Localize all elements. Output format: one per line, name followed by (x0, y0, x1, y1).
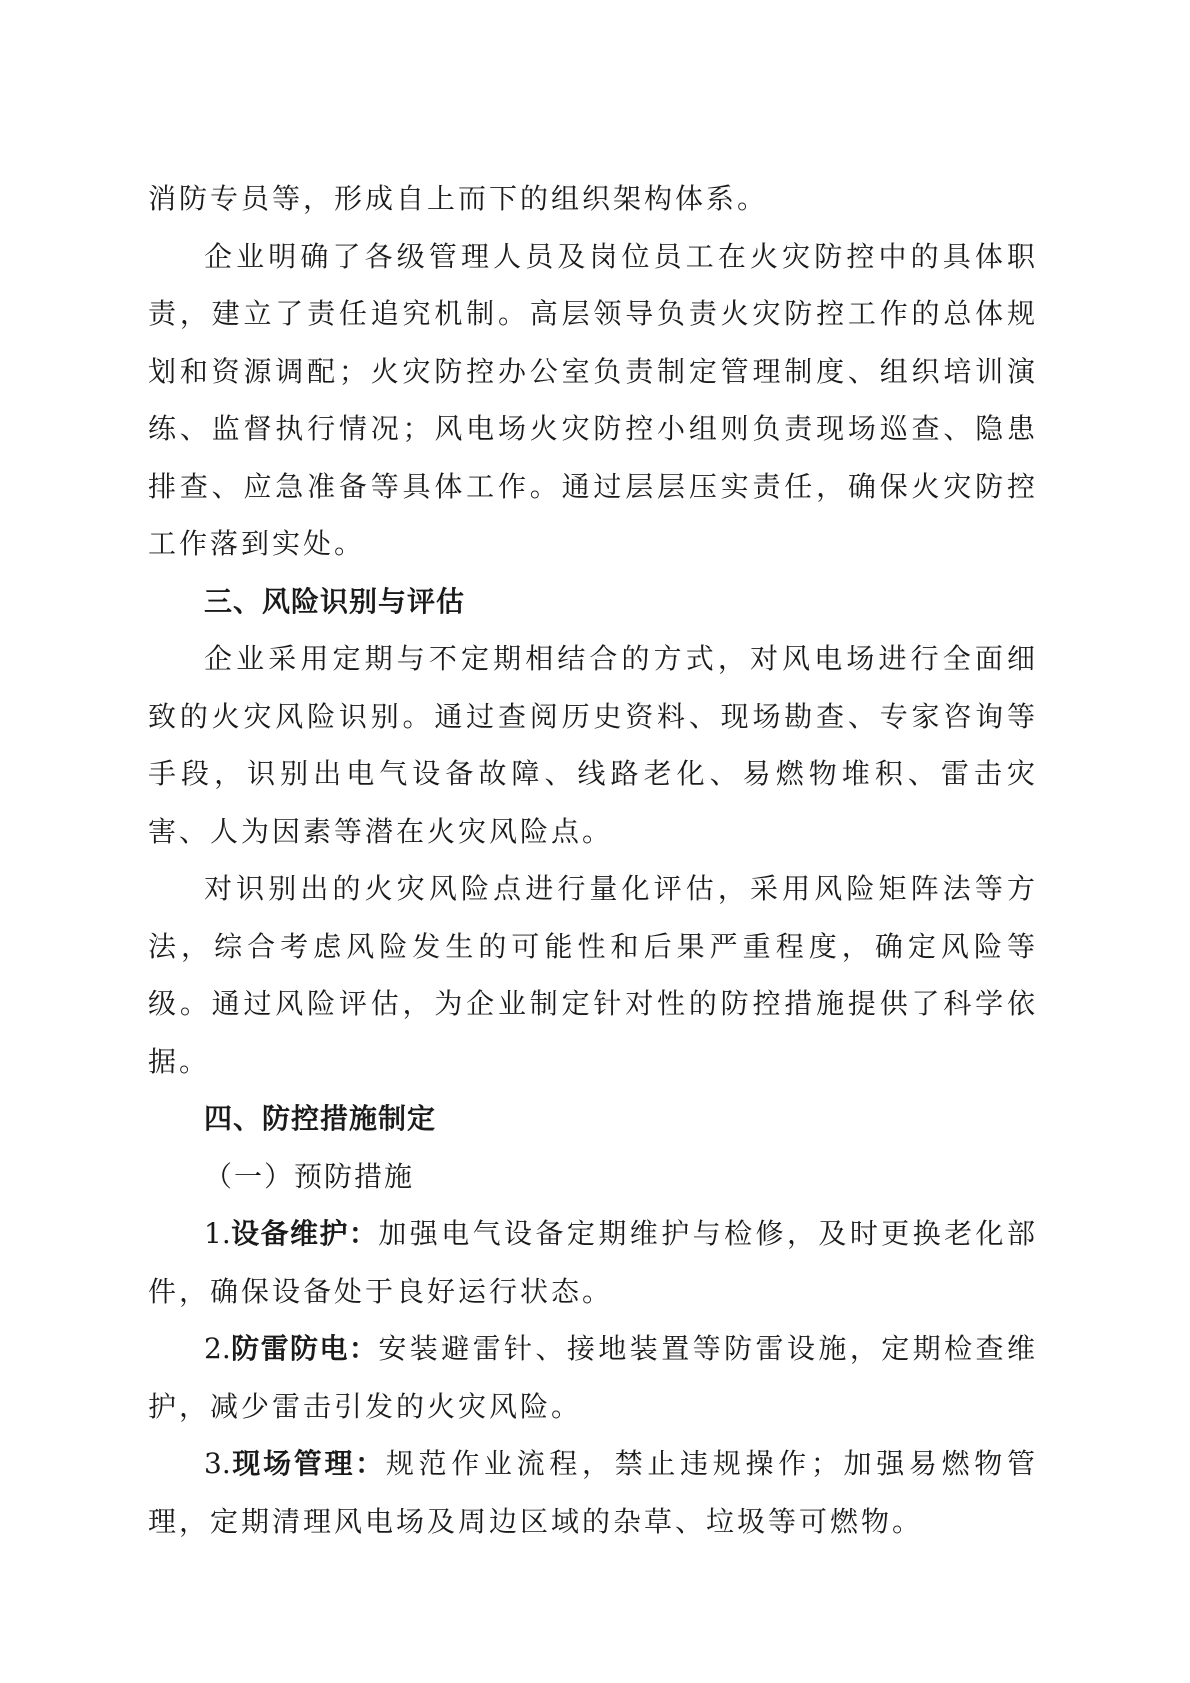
list-item-title: 设备维护： (230, 1217, 379, 1250)
paragraph-responsibilities: 企业明确了各级管理人员及岗位员工在火灾防控中的具体职责，建立了责任追究机制。高层领导负责火灾防控工作的总体规划和资源调配；火灾防控办公室负责制定管理制度、组织培训演练、监督执行情况；风电场火灾防控小组则负责现场巡查、隐患排查、应急准备等具体工作。通过层层压实责任，确保火灾防控工作落到实处。 (148, 239, 1038, 560)
list-item-number: 1. (204, 1217, 231, 1250)
document-body (148, 170, 1038, 1550)
paragraph-risk-identification: 企业采用定期与不定期相结合的方式，对风电场进行全面细致的火灾风险识别。通过查阅历史资料、现场勘查、专家咨询等手段，识别出电气设备故障、线路老化、易燃物堆积、雷击灾害、人为因素等潜在火灾风险点。 (148, 642, 1038, 848)
list-item-body: 加强电气设备定期维护与检修，及时更换老化部件，确保设备处于良好运行状态。 (148, 1217, 1038, 1308)
list-item-body: 安装避雷针、接地装置等防雷设施，定期检查维护，减少雷击引发的火灾风险。 (148, 1332, 1038, 1423)
list-item-body: 规范作业流程，禁止违规操作；加强易燃物管理，定期清理风电场及周边区域的杂草、垃圾等可燃物。 (148, 1447, 1038, 1538)
paragraph-risk-assessment: 对识别出的火灾风险点进行量化评估，采用风险矩阵法等方法，综合考虑风险发生的可能性和后果严重程度，确定风险等级。通过风险评估，为企业制定针对性的防控措施提供了科学依据。 (148, 872, 1038, 1078)
list-item-title: 防雷防电： (230, 1332, 379, 1365)
list-item-number: 2. (204, 1332, 231, 1365)
paragraph-continuation: 消防专员等，形成自上而下的组织架构体系。 (148, 182, 769, 215)
subsection-heading-prevention: （一）预防措施 (204, 1159, 415, 1193)
section-heading-risk-identification: 三、风险识别与评估 (204, 584, 466, 618)
list-item-site-management (148, 1435, 1038, 1550)
list-item-title: 现场管理： (230, 1447, 386, 1480)
section-heading-control-measures: 四、防控措施制定 (204, 1102, 437, 1135)
list-item-equipment-maintenance (148, 1205, 1038, 1320)
list-item-lightning-protection (148, 1320, 1038, 1435)
list-item-number: 3. (204, 1447, 231, 1480)
